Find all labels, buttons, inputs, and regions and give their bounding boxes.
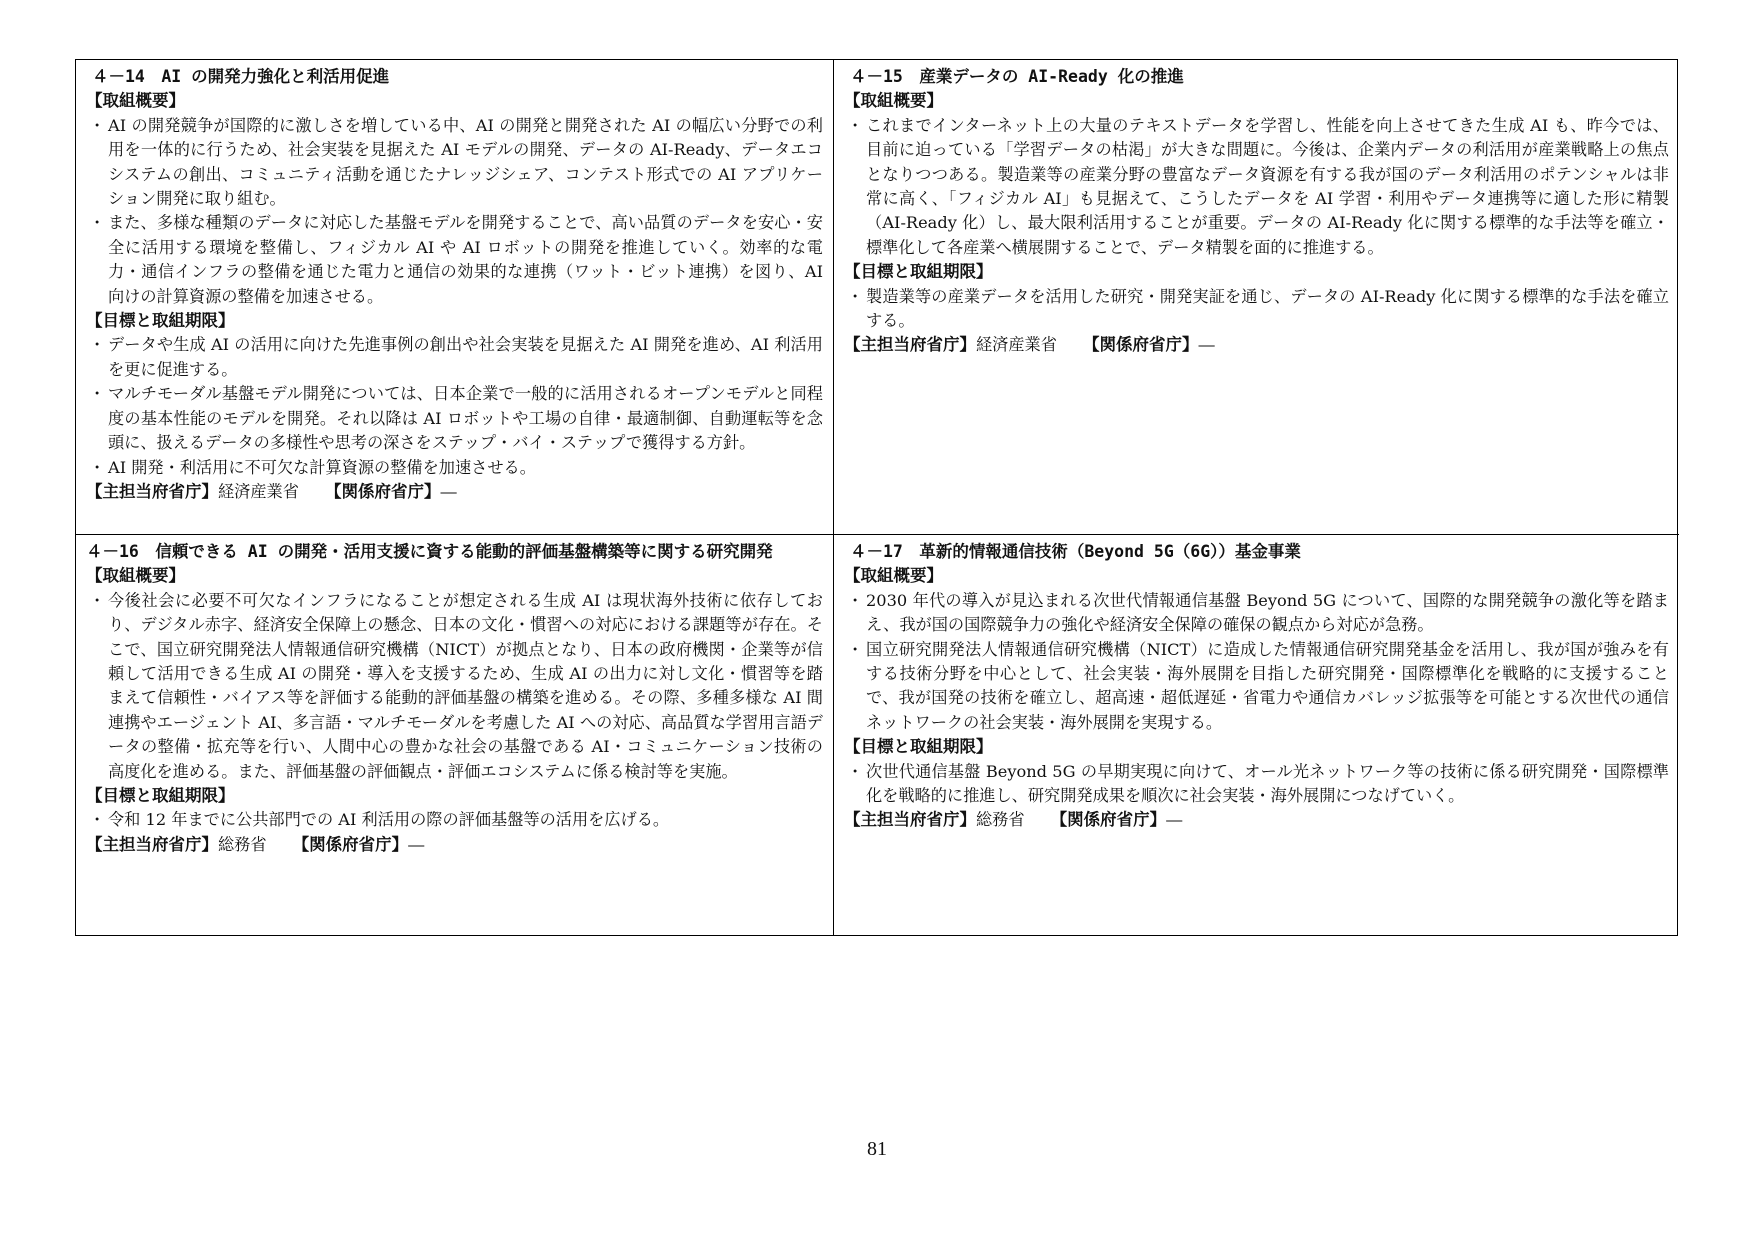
bullet-icon: ・ <box>89 115 106 135</box>
lead-agency-value: 経済産業省 <box>218 481 299 501</box>
lead-agency-label: 【主担当府省庁】 <box>86 834 218 854</box>
goal-heading: 【目標と取組期限】 <box>86 786 235 806</box>
related-agency-value: ― <box>1198 335 1215 355</box>
overview-heading: 【取組概要】 <box>844 91 943 111</box>
overview-list <box>844 589 1669 735</box>
section-title: ４－17 革新的情報通信技術（Beyond 5G（6G））基金事業 <box>850 542 1301 561</box>
section-title: ４－14 AI の開発力強化と利活用促進 <box>92 67 390 86</box>
lead-agency-value: 経済産業省 <box>976 335 1057 355</box>
lead-agency-label: 【主担当府省庁】 <box>86 481 218 501</box>
lead-agency-label: 【主担当府省庁】 <box>844 810 976 830</box>
list-item: ・ マルチモーダル基盤モデル開発については、日本企業で一般的に活用されるオープンモデルと同程度の基本性能のモデルを開発。それ以降は AI ロボットや工場の自律・最適制御、自動運転等を念頭に、扱えるデータの多様性や思考の深さをステップ・バイ・ステップで獲得する方針。 <box>89 384 823 453</box>
bullet-icon: ・ <box>89 457 106 477</box>
related-agency-value: ― <box>408 834 425 854</box>
section-4-15 <box>834 60 1679 535</box>
section-4-16 <box>76 535 834 935</box>
goal-list <box>844 760 1669 809</box>
bullet-icon: ・ <box>847 590 864 610</box>
bullet-icon: ・ <box>847 115 864 135</box>
related-agency-label: 【関係府省庁】 <box>1050 810 1167 830</box>
bullet-icon: ・ <box>89 335 106 355</box>
lead-agency-label: 【主担当府省庁】 <box>844 335 976 355</box>
goal-list <box>86 808 823 832</box>
section-title: ４－15 産業データの AI-Ready 化の推進 <box>850 67 1184 86</box>
related-agency-label: 【関係府省庁】 <box>324 481 441 501</box>
goal-list <box>86 333 823 479</box>
overview-list <box>844 114 1669 260</box>
bullet-icon: ・ <box>89 384 106 404</box>
overview-list <box>86 114 823 309</box>
list-item: ・ データや生成 AI の活用に向けた先進事例の創出や社会実装を見据えた AI 開発を進め、AI 利活用を更に促進する。 <box>89 335 823 379</box>
agency-line <box>844 808 1669 832</box>
list-item: ・ AI 開発・利活用に不可欠な計算資源の整備を加速させる。 <box>86 456 823 480</box>
section-4-17 <box>834 535 1679 935</box>
measures-table <box>75 59 1678 936</box>
bullet-icon: ・ <box>847 761 864 781</box>
overview-list <box>86 589 823 784</box>
list-item: ・ 次世代通信基盤 Beyond 5G の早期実現に向けて、オール光ネットワーク等の技術に係る研究開発・国際標準化を戦略的に推進し、研究開発成果を順次に社会実装・海外展開につなげていく。 <box>847 761 1669 806</box>
goal-heading: 【目標と取組期限】 <box>844 737 993 757</box>
overview-heading: 【取組概要】 <box>86 566 185 586</box>
overview-heading: 【取組概要】 <box>86 91 185 111</box>
list-item: ・ 国立研究開発法人情報通信研究機構（NICT）に造成した情報通信研究開発基金を活用し、我が国が強みを有する技術分野を中心として、社会実装・海外展開を目指した研究開発・国際標準化を戦略的に支援することで、我が国発の技術を確立し、超高速・超低遅延・省電力や通信カバレッジ拡張等を可能とする次世代の通信ネットワークの社会実装・海外展開を実現する。 <box>847 639 1669 732</box>
agency-line <box>844 333 1669 357</box>
section-title: ４－16 信頼できる AI の開発・活用支援に資する能動的評価基盤構築等に関する研究開発 <box>86 542 773 561</box>
related-agency-label: 【関係府省庁】 <box>1082 335 1199 355</box>
bullet-icon: ・ <box>89 213 106 233</box>
lead-agency-value: 総務省 <box>218 834 267 854</box>
list-item: ・ 2030 年代の導入が見込まれる次世代情報通信基盤 Beyond 5G について、国際的な開発競争の激化等を踏まえ、我が国の国際競争力の強化や経済安全保障の確保の観点から対応が急務。 <box>847 590 1669 635</box>
related-agency-value: ― <box>1166 810 1183 830</box>
bullet-icon: ・ <box>847 639 864 659</box>
related-agency-label: 【関係府省庁】 <box>292 834 409 854</box>
list-item: ・ AI の開発競争が国際的に激しさを増している中、AI の開発と開発された AI の幅広い分野での利用を一体的に行うため、社会実装を見据えた AI モデルの開発、データの AI-Ready、データエコシステムの創出、コミュニティ活動を通じたナレッジシェア、コンテスト形式での AI アプリケーション開発に取り組む。 <box>89 115 823 209</box>
goal-heading: 【目標と取組期限】 <box>844 262 993 282</box>
list-item: ・ 今後社会に必要不可欠なインフラになることが想定される生成 AI は現状海外技術に依存しており、デジタル赤字、経済安全保障上の懸念、日本の文化・慣習への対応における課題等が存在。そこで、国立研究開発法人情報通信研究機構（NICT）が拠点となり、日本の政府機関・企業等が信頼して活用できる生成 AI の開発・導入を支援するため、生成 AI の出力に対し文化・慣習等を踏まえて信頼性・バイアス等を評価する能動的評価基盤の構築を進める。その際、多種多様な AI 間連携やエージェント AI、多言語・マルチモーダルを考慮した AI への対応、高品質な学習用言語データの整備・拡充等を行い、人間中心の豊かな社会の基盤である AI・コミュニケーション技術の高度化を進める。また、評価基盤の評価観点・評価エコシステムに係る検討等を実施。 <box>89 590 823 781</box>
goal-list <box>844 285 1669 334</box>
list-item: ・ 令和 12 年までに公共部門での AI 利活用の際の評価基盤等の活用を広げる。 <box>86 808 823 832</box>
overview-heading: 【取組概要】 <box>844 566 943 586</box>
related-agency-value: ― <box>440 481 457 501</box>
bullet-icon: ・ <box>89 810 106 830</box>
lead-agency-value: 総務省 <box>976 810 1025 830</box>
list-item: ・ これまでインターネット上の大量のテキストデータを学習し、性能を向上させてきた生成 AI も、昨今では、目前に迫っている「学習データの枯渇」が大きな問題に。今後は、企業内データの利活用が産業戦略上の焦点となりつつある。製造業等の産業分野の豊富なデータ資源を有する我が国のデータ利活用のポテンシャルは非常に高く、「フィジカル AI」も見据えて、こうしたデータを AI 学習・利用やデータ連携等に適した形に精製（AI-Ready 化）し、最大限利活用することが重要。データの AI-Ready 化に関する標準的な手法等を確立・標準化して各産業へ横展開することで、データ精製を面的に推進する。 <box>847 115 1669 257</box>
page-number: 81 <box>867 1138 887 1160</box>
agency-line <box>86 480 823 504</box>
agency-line <box>86 833 823 857</box>
bullet-icon: ・ <box>89 590 106 610</box>
bullet-icon: ・ <box>847 286 864 306</box>
section-4-14 <box>76 60 834 535</box>
goal-heading: 【目標と取組期限】 <box>86 311 235 331</box>
list-item: ・ 製造業等の産業データを活用した研究・開発実証を通じ、データの AI-Ready 化に関する標準的な手法を確立する。 <box>847 286 1669 331</box>
list-item: ・ また、多様な種類のデータに対応した基盤モデルを開発することで、高い品質のデータを安心・安全に活用する環境を整備し、フィジカル AI や AI ロボットの開発を推進していく。効率的な電力・通信インフラの整備を通じた電力と通信の効果的な連携（ワット・ビット連携）を図り、AI 向けの計算資源の整備を加速させる。 <box>89 213 823 306</box>
